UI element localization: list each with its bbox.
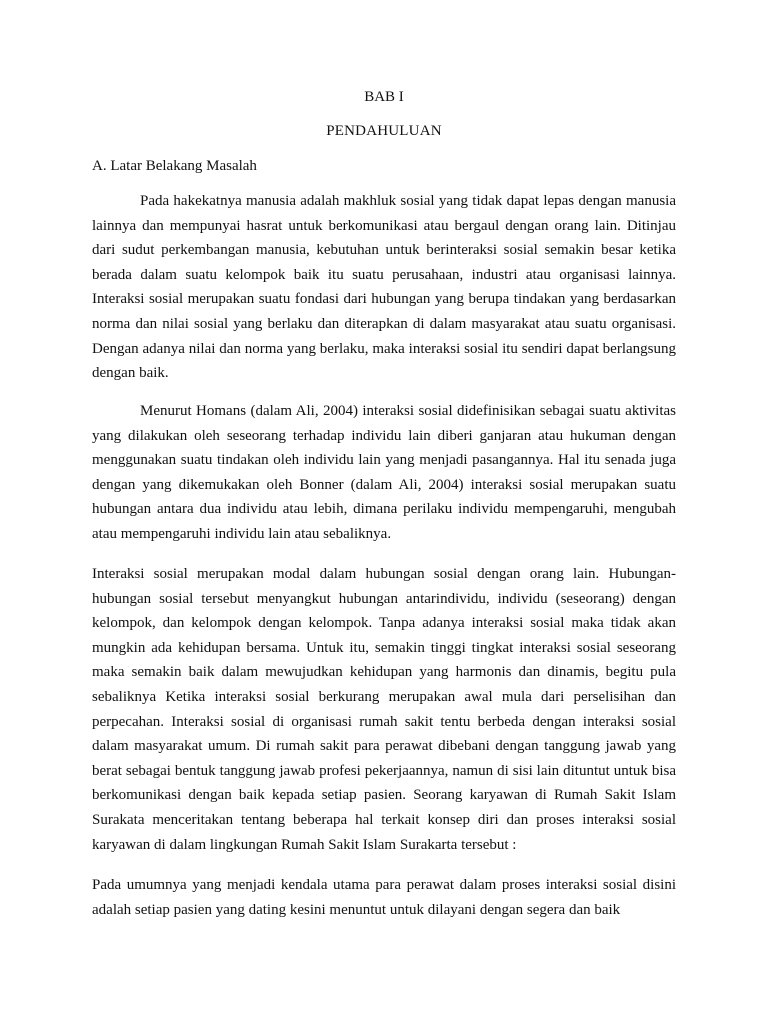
paragraph: Pada hakekatnya manusia adalah makhluk sosial yang tidak dapat lepas dengan manusia lainnya dan mempunyai hasrat untuk berkomunikasi atau bergaul dengan orang lain. Ditinjau dari sudut perkembangan manusia, kebutuhan untuk berinteraksi sosial semakin besar ketika berada dalam suatu kelompok baik itu suatu perusahaan, industri atau organisasi lainnya. Interaksi sosial merupakan suatu fondasi dari hubungan yang berupa tindakan yang berdasarkan norma dan nilai sosial yang berlaku dan diterapkan di dalam masyarakat atau suatu organisasi. Dengan adanya nilai dan norma yang berlaku, maka interaksi sosial itu sendiri dapat berlangsung dengan baik.	[92, 193, 676, 382]
section-heading: A. Latar Belakang Masalah	[92, 158, 257, 174]
paragraph: Interaksi sosial merupakan modal dalam hubungan sosial dengan orang lain. Hubungan-hubungan sosial tersebut menyangkut hubungan antarindividu, individu (seseorang) dengan kelompok, dan kelompok dengan kelompok. Tanpa adanya interaksi sosial maka tidak akan mungkin ada kehidupan bersama. Untuk itu, semakin tinggi tingkat interaksi sosial seseorang maka semakin baik dalam mewujudkan kehidupan yang harmonis dan dinamis, begitu pula sebaliknya Ketika interaksi sosial berkurang merupakan awal mula dari perselisihan dan perpecahan. Interaksi sosial di organisasi rumah sakit tentu berbeda dengan interaksi sosial dalam masyarakat umum. Di rumah sakit para perawat dibebani dengan tanggung jawab yang berat sebagai bentuk tanggung jawab profesi pekerjaannya, namun di sisi lain dituntut untuk bisa berkomunikasi dengan baik kepada setiap pasien. Seorang karyawan di Rumah Sakit Islam Surakata menceritakan tentang beberapa hal terkait konsep diri dan proses interaksi sosial karyawan di dalam lingkungan Rumah Sakit Islam Surakarta tersebut :	[92, 566, 676, 853]
chapter-title: PENDAHULUAN	[326, 123, 442, 139]
chapter-number: BAB I	[364, 89, 404, 105]
paragraph: Menurut Homans (dalam Ali, 2004) interaksi sosial didefinisikan sebagai suatu aktivitas yang dilakukan oleh seseorang terhadap individu lain diberi ganjaran atau hukuman dengan menggunakan suatu tindakan oleh individu lain yang menjadi pasangannya. Hal itu senada juga dengan yang dikemukakan oleh Bonner (dalam Ali, 2004) interaksi sosial merupakan suatu hubungan antara dua individu atau lebih, dimana perilaku individu mempengaruhi, mengubah atau mempengaruhi individu lain atau sebaliknya.	[92, 403, 676, 542]
paragraph: Pada umumnya yang menjadi kendala utama para perawat dalam proses interaksi sosial disini adalah setiap pasien yang dating kesini menuntut untuk dilayani dengan segera dan baik	[92, 877, 676, 918]
